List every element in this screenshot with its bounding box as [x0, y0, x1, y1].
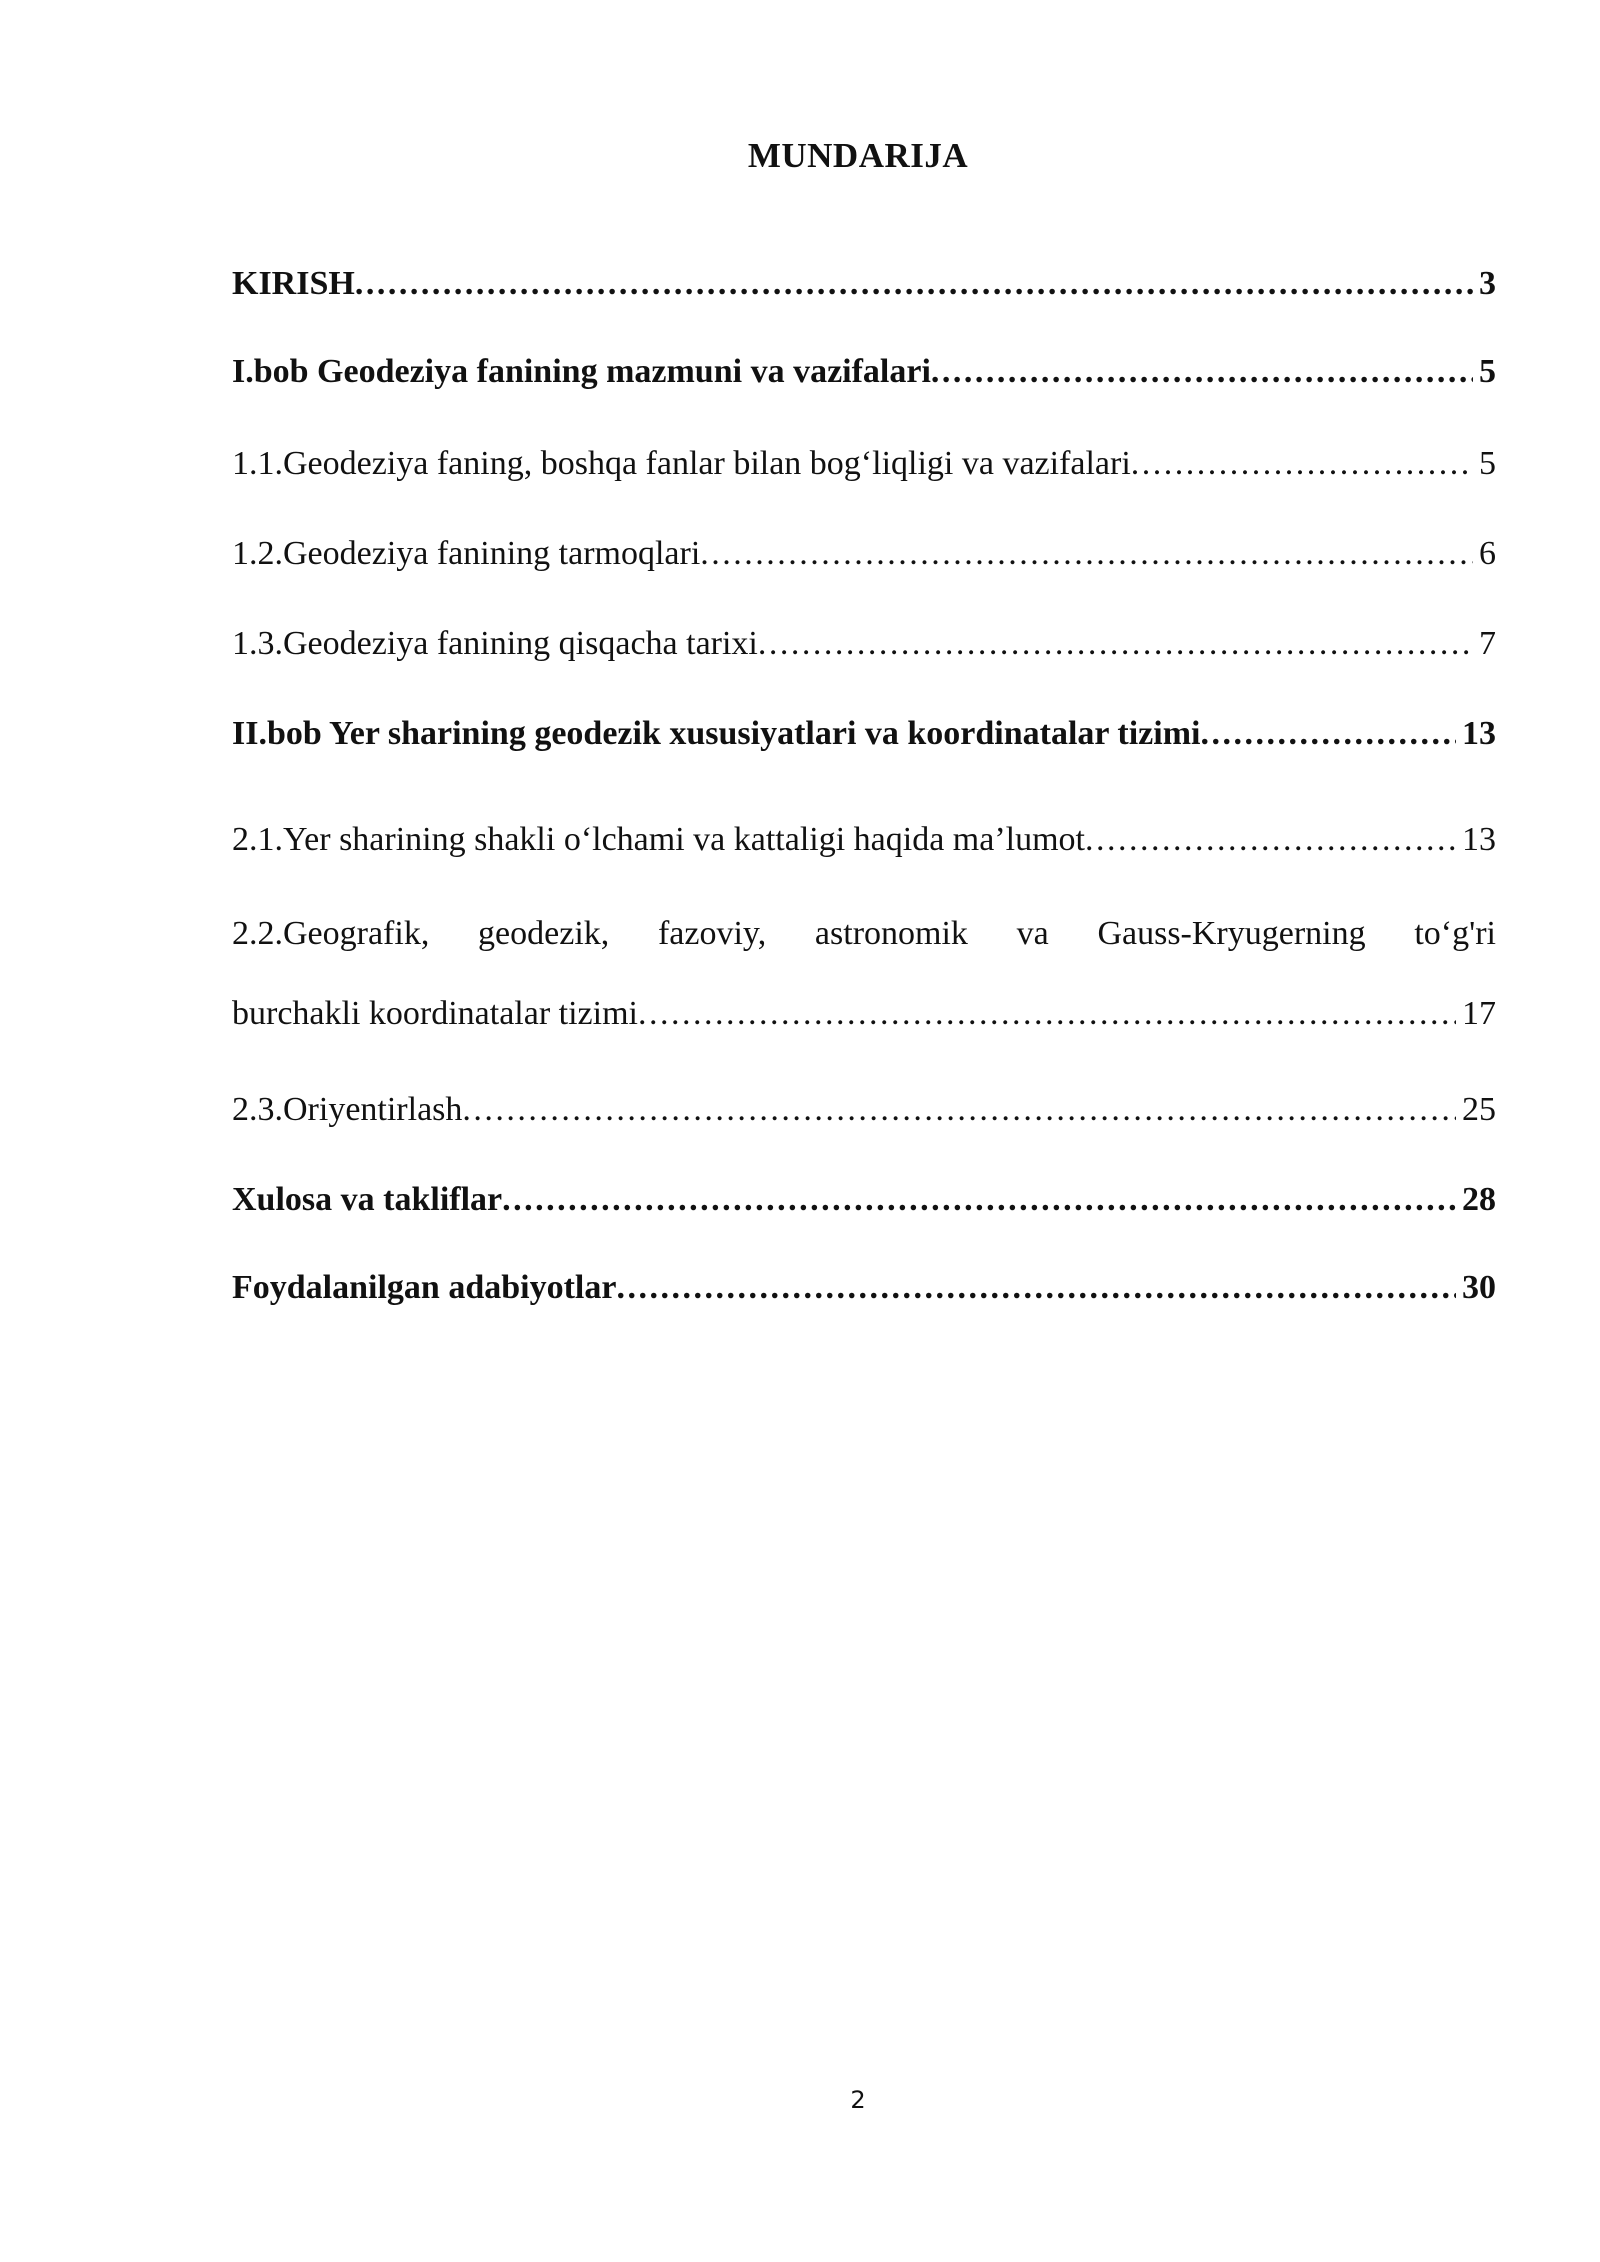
page-title: MUNDARIJA: [747, 136, 969, 175]
toc-entry-page: 7: [1479, 625, 1496, 662]
toc-entry-label: Foydalanilgan adabiyotlar: [232, 1269, 617, 1306]
toc-entry-page: 25: [1462, 1091, 1496, 1128]
toc-entry-page: 3: [1479, 265, 1496, 302]
dot-leader: [462, 1088, 1456, 1132]
toc-entry-2-2-line1[interactable]: 2.2.Geografik, geodezik, fazoviy, astronomik va Gauss-Kryugerning to‘g'ri: [232, 915, 1496, 952]
toc-entry-page: 13: [1462, 715, 1496, 752]
page-number: 2: [850, 2086, 866, 2114]
dot-leader: [758, 622, 1473, 666]
toc-entry-page: 17: [1462, 995, 1496, 1032]
toc-entry-page: 30: [1462, 1269, 1496, 1306]
toc-entry-2-1[interactable]: [232, 818, 1496, 862]
toc-entry-page: 28: [1462, 1181, 1496, 1218]
toc-entry-2-2[interactable]: [232, 992, 1496, 1036]
dot-leader: [1131, 442, 1473, 486]
toc-entry-label: KIRISH: [232, 265, 355, 302]
dot-leader: [355, 262, 1473, 306]
toc-entry-page: 5: [1479, 445, 1496, 482]
dot-leader: [700, 532, 1473, 576]
dot-leader: [616, 1266, 1456, 1310]
toc-entry-page: 13: [1462, 821, 1496, 858]
toc-entry-label: 2.3.Oriyentirlash: [232, 1091, 463, 1128]
toc-entry-label: 1.1.Geodeziya faning, boshqa fanlar bilan bog‘liqligi va vazifalari: [232, 445, 1131, 482]
toc-entry-1-3[interactable]: [232, 622, 1496, 666]
toc-entry-label: burchakli koordinatalar tizimi: [232, 995, 638, 1032]
toc-entry-label: 1.3.Geodeziya fanining qisqacha tarixi: [232, 625, 758, 662]
toc-entry-kirish[interactable]: [232, 262, 1496, 306]
toc-entry-label: 1.2.Geodeziya fanining tarmoqlari: [232, 535, 701, 572]
dot-leader: [931, 350, 1473, 394]
toc-entry-page: 5: [1479, 353, 1496, 390]
toc-entry-label: I.bob Geodeziya fanining mazmuni va vazifalari: [232, 353, 931, 390]
toc-entry-1-1[interactable]: [232, 442, 1496, 486]
toc-entry-label: Xulosa va takliflar: [232, 1181, 503, 1218]
toc-entry-references[interactable]: [232, 1266, 1496, 1310]
toc-entry-chapter-1[interactable]: [232, 350, 1496, 394]
toc-entry-chapter-2[interactable]: [232, 712, 1496, 756]
toc-entry-1-2[interactable]: [232, 532, 1496, 576]
toc-entry-label: II.bob Yer sharining geodezik xususiyatlari va koordinatalar tizimi: [232, 715, 1201, 752]
toc-entry-2-3[interactable]: [232, 1088, 1496, 1132]
dot-leader: [638, 992, 1456, 1036]
dot-leader: [1085, 818, 1456, 862]
toc-entry-conclusion[interactable]: [232, 1178, 1496, 1222]
dot-leader: [1200, 712, 1456, 756]
toc-entry-label: 2.1.Yer sharining shakli o‘lchami va kattaligi haqida ma’lumot: [232, 821, 1085, 858]
toc-entry-page: 6: [1479, 535, 1496, 572]
dot-leader: [502, 1178, 1456, 1222]
